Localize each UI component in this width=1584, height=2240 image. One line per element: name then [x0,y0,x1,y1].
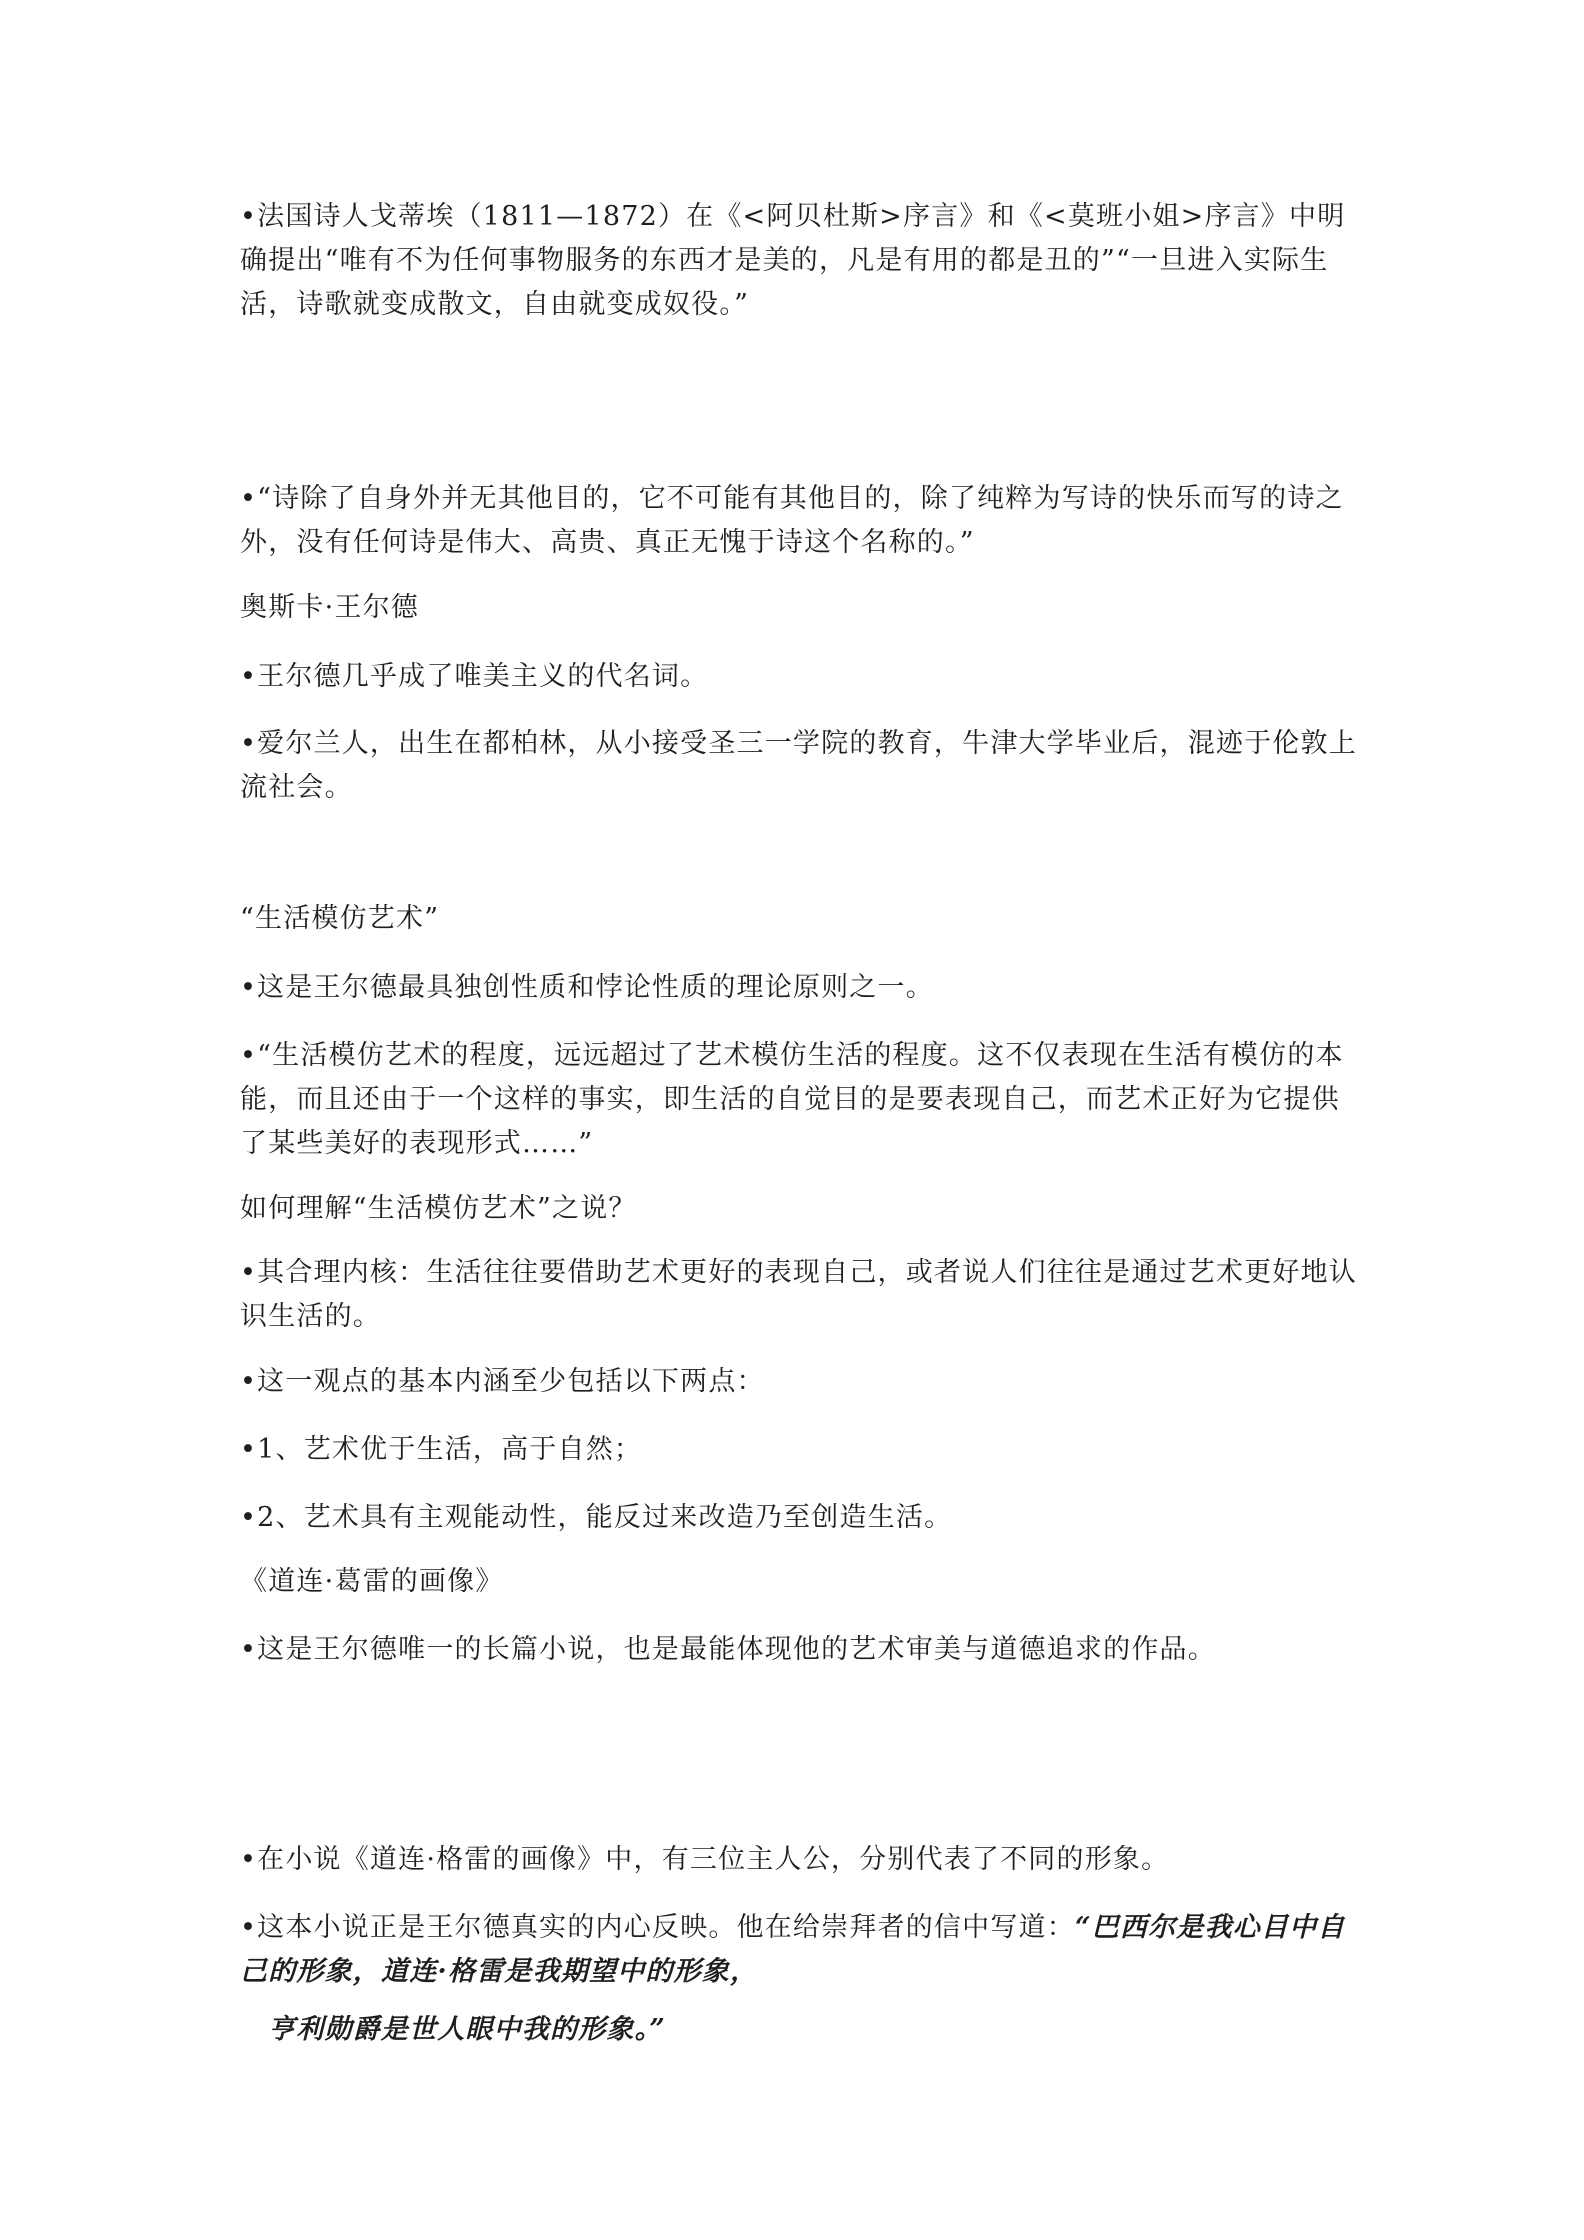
heading-how-to-understand: 如何理解“生活模仿艺术”之说？ [240,1193,637,1224]
list-item-point-1: •1、艺术优于生活，高于自然； [240,1434,643,1465]
paragraph-only-novel: •这是王尔德唯一的长篇小说，也是最能体现他的艺术审美与道德追求的作品。 [240,1634,1216,1665]
paragraph-wilde-bio: •爱尔兰人，出生在都柏林，从小接受圣三一学院的教育，牛津大学毕业后，混迹于伦敦上流社会。 [240,728,1357,803]
paragraph-rational-core: •其合理内核：生活往往要借助艺术更好的表现自己，或者说人们往往是通过艺术更好地认识生活的。 [240,1257,1357,1332]
paragraph-inner-reflection [240,1906,1360,1994]
wilde-letter-quote-end: 亨利勋爵是世人眼中我的形象。” [268,2014,667,2045]
paragraph-three-protagonists: •在小说《道连·格雷的画像》中，有三位主人公，分别代表了不同的形象。 [240,1844,1170,1875]
paragraph-principle: •这是王尔德最具独创性质和悖论性质的理论原则之一。 [240,972,934,1003]
paragraph-life-imitates-quote: •“生活模仿艺术的程度，远远超过了艺术模仿生活的程度。这不仅表现在生活有模仿的本能，而且还由于一个这样的事实，即生活的自觉目的是要表现自己，而艺术正好为它提供了某些美好的表现形式……” [240,1040,1344,1159]
heading-oscar-wilde: 奥斯卡·王尔德 [240,592,419,623]
paragraph-wilde-aestheticism: •王尔德几乎成了唯美主义的代名词。 [240,661,709,692]
wilde-letter-quote: “巴西尔是我心目中自己的形象，道连·格雷是我期望中的形象， [240,1912,1346,1987]
inner-reflection-text: •这本小说正是王尔德真实的内心反映。他在给崇拜者的信中写道： [240,1912,1075,1943]
heading-life-imitates-art: “生活模仿艺术” [240,903,440,934]
paragraph-gautier: •法国诗人戈蒂埃（1811—1872）在《<阿贝杜斯>序言》和《<莫班小姐>序言》中明确提出“唯有不为任何事物服务的东西才是美的，凡是有用的都是丑的”“一旦进入实际生活，诗歌就变成散文，自由就变成奴役。” [240,201,1346,320]
heading-dorian-gray: 《道连·葛雷的画像》 [240,1566,504,1597]
paragraph-poetry-purpose: •“诗除了自身外并无其他目的，它不可能有其他目的，除了纯粹为写诗的快乐而写的诗之外，没有任何诗是伟大、高贵、真正无愧于诗这个名称的。” [240,483,1344,558]
paragraph-basic-meaning: •这一观点的基本内涵至少包括以下两点： [240,1366,765,1397]
list-item-point-2: •2、艺术具有主观能动性，能反过来改造乃至创造生活。 [240,1502,953,1533]
